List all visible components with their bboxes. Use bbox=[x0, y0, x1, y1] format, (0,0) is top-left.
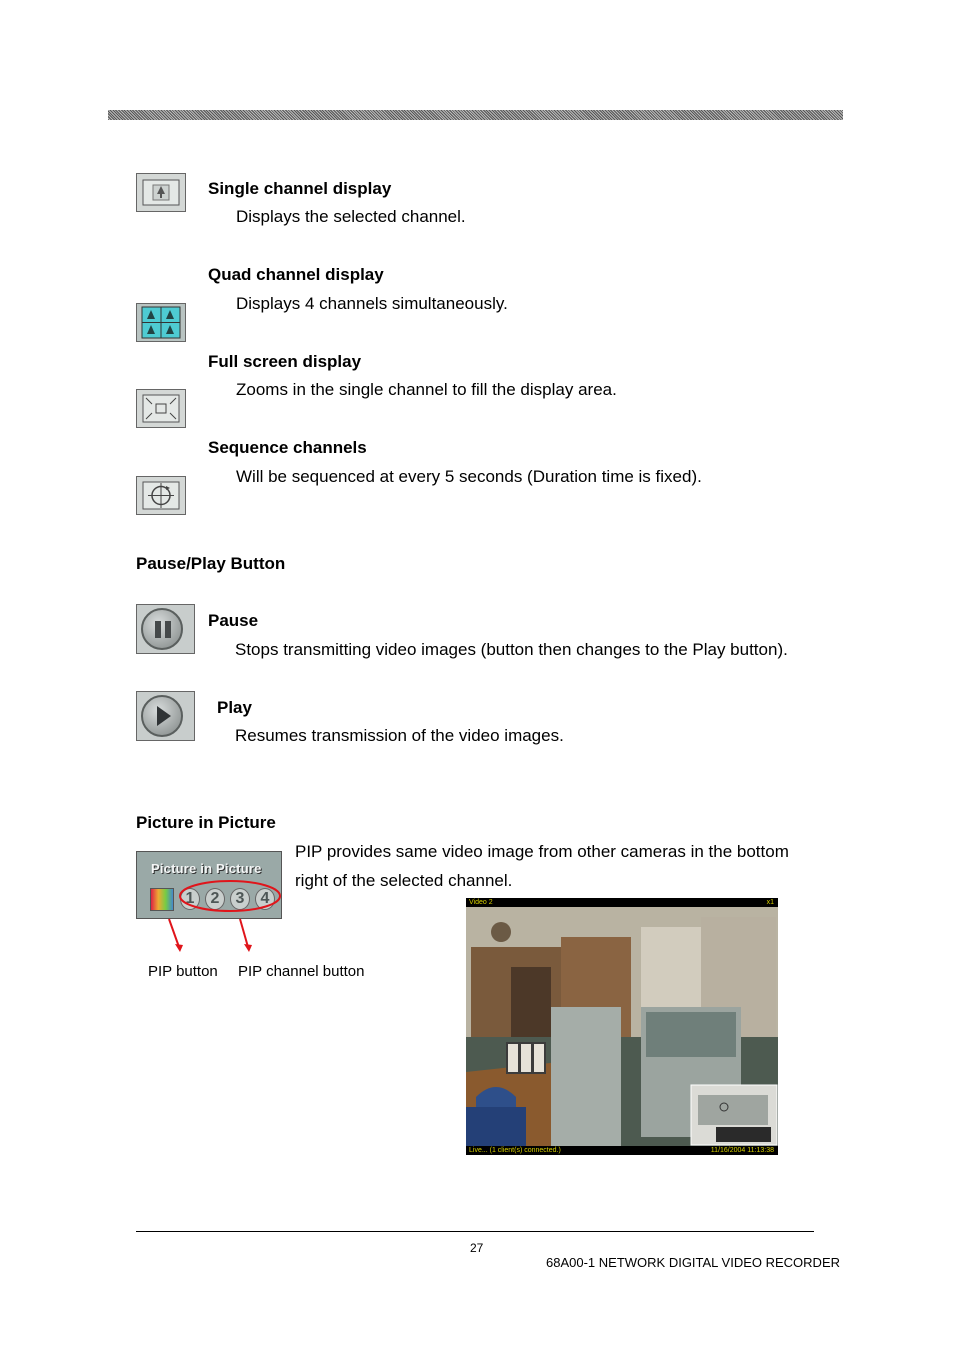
single-channel-icon bbox=[136, 173, 186, 212]
pip-annotation-arrows bbox=[136, 851, 296, 961]
quad-channel-desc: Displays 4 channels simultaneously. bbox=[236, 294, 508, 313]
page-number: 27 bbox=[470, 1241, 484, 1255]
sequence-icon bbox=[136, 476, 186, 515]
screenshot-timestamp-label: 11/16/2004 11:13:38 bbox=[710, 1147, 774, 1154]
quad-channel-title: Quad channel display bbox=[208, 265, 384, 284]
full-screen-icon bbox=[136, 389, 186, 428]
office-scene-image bbox=[466, 907, 778, 1146]
quad-channel-icon bbox=[136, 303, 186, 342]
pip-example-screenshot bbox=[466, 898, 778, 1155]
play-button-icon bbox=[136, 691, 195, 741]
pip-button-label: PIP button bbox=[148, 963, 218, 980]
footer-doc-title: 68A00-1 NETWORK DIGITAL VIDEO RECORDER bbox=[546, 1255, 841, 1270]
pip-channel-button-1[interactable]: 1 bbox=[180, 888, 200, 910]
header-divider-bar bbox=[108, 110, 843, 120]
pip-channel-button-2[interactable]: 2 bbox=[205, 888, 225, 910]
pause-play-heading: Pause/Play Button bbox=[136, 554, 286, 573]
single-channel-title: Single channel display bbox=[208, 179, 392, 198]
screenshot-channel-label: Video 2 bbox=[469, 899, 493, 906]
full-screen-title: Full screen display bbox=[208, 352, 362, 371]
play-desc: Resumes transmission of the video images. bbox=[235, 726, 564, 745]
pip-channel-button-3[interactable]: 3 bbox=[230, 888, 250, 910]
screenshot-zoom-label: x1 bbox=[766, 899, 774, 906]
pip-desc-line2: right of the selected channel. bbox=[295, 871, 513, 890]
screenshot-status-label: Live... (1 client(s) connected.) bbox=[469, 1147, 561, 1154]
pause-button-icon bbox=[136, 604, 195, 654]
pause-desc: Stops transmitting video images (button then changes to the Play button). bbox=[235, 640, 788, 659]
pip-widget-title: Picture in Picture bbox=[151, 861, 262, 876]
pip-heading: Picture in Picture bbox=[136, 813, 276, 832]
single-channel-desc: Displays the selected channel. bbox=[236, 207, 466, 226]
sequence-desc: Will be sequenced at every 5 seconds (Duration time is fixed). bbox=[236, 467, 702, 486]
full-screen-desc: Zooms in the single channel to fill the display area. bbox=[236, 380, 617, 399]
sequence-title: Sequence channels bbox=[208, 438, 367, 457]
play-title: Play bbox=[217, 698, 252, 717]
pip-desc-line1: PIP provides same video image from other cameras in the bottom bbox=[295, 842, 789, 861]
pause-title: Pause bbox=[208, 611, 259, 630]
pip-channel-button-label: PIP channel button bbox=[238, 963, 365, 980]
pip-channel-button-4[interactable]: 4 bbox=[255, 888, 275, 910]
footer-rule bbox=[136, 1231, 814, 1232]
